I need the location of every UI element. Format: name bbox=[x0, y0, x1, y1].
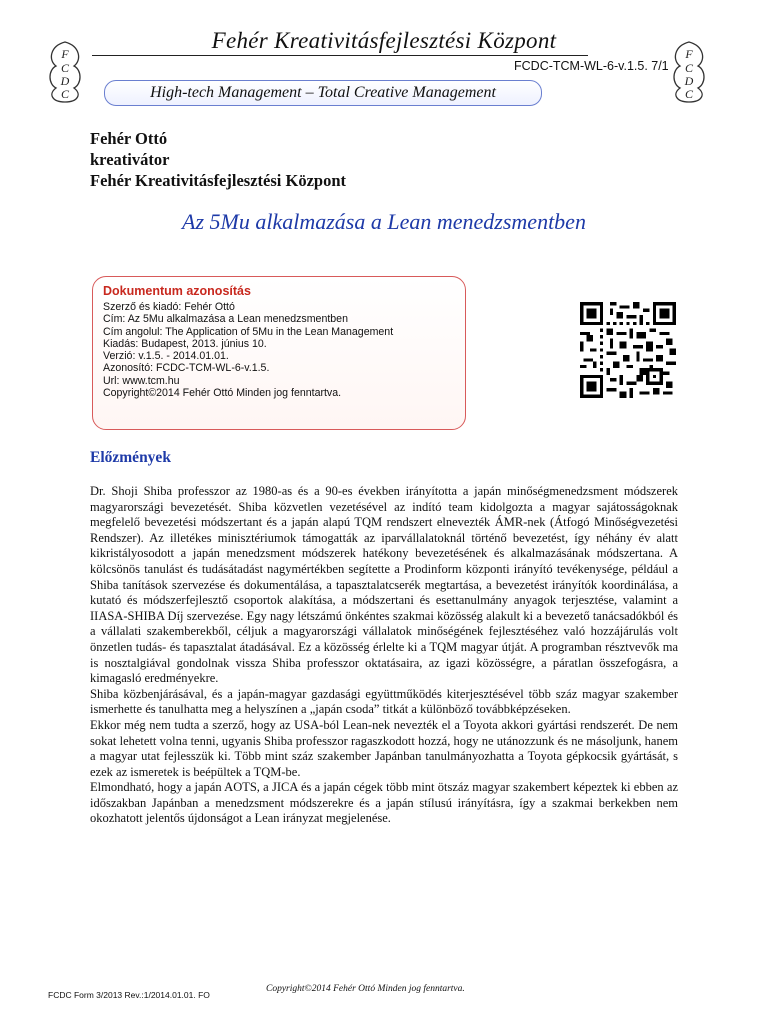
paragraph: Ekkor még nem tudta a szerző, hogy az USA-ból Lean-nek nevezték el a Toyota akkori gyártási rendszerét. De nem sokat lehetett volna tenni, ugyanis Shiba professzor ragaszkodott hozzá, hogy ne utánozzunk és ne másoljunk, hanem a magyar utat fejlesszük ki. Több mint száz szakember Japánban tanulmányozhatta a Toyota gépkocsik gyártását, s ezek az ismeretek is beépültek a TQM-be. bbox=[90, 717, 678, 779]
subtitle-banner bbox=[104, 80, 542, 106]
seal-logo-right bbox=[668, 40, 710, 102]
id-line: Verzió: v.1.5. - 2014.01.01. bbox=[103, 350, 229, 363]
header-rule bbox=[92, 55, 588, 56]
paragraph: Elmondható, hogy a japán AOTS, a JICA és a japán cégek több mint ötszáz magyar szakembert képeztek ki ebben az időszakban Japánban a menedzsment módszerekre és a japán stílusú irányításra, így a szakmai berkekben nem okozhatott jelentős újdonságot a Lean irányzat megjelenése. bbox=[90, 780, 678, 826]
footer-copyright: Copyright©2014 Fehér Ottó Minden jog fenntartva. bbox=[266, 984, 465, 994]
document-title: Az 5Mu alkalmazása a Lean menedzsmentben bbox=[182, 209, 586, 234]
svg-text:C: C bbox=[684, 61, 694, 75]
svg-text:D: D bbox=[60, 74, 70, 88]
svg-text:C: C bbox=[60, 87, 70, 101]
seal-logo-left bbox=[44, 40, 86, 102]
subtitle-banner-text: High-tech Management – Total Creative Management bbox=[150, 84, 496, 101]
svg-text:D: D bbox=[684, 74, 694, 88]
id-box-lines bbox=[103, 301, 393, 399]
section-heading: Előzmények bbox=[90, 449, 171, 466]
paragraph: Shiba közbenjárásával, és a japán-magyar gazdasági együttműködés kiterjesztésével több száz magyar szakember ismerhette és tanulhatta meg a helyszínen a „japán csoda” titkát a különböző továbbképzéseken. bbox=[90, 686, 678, 717]
id-line: Szerző és kiadó: Fehér Ottó bbox=[103, 301, 235, 313]
header-title: Fehér Kreativitásfejlesztési Központ bbox=[211, 28, 557, 53]
id-line: Cím: Az 5Mu alkalmazása a Lean menedzsmentben bbox=[103, 313, 348, 326]
id-line: Cím angolul: The Application of 5Mu in the Lean Management bbox=[103, 325, 394, 338]
qr-code bbox=[580, 302, 676, 398]
svg-text:C: C bbox=[684, 87, 694, 101]
id-line-url[interactable]: Url: www.tcm.hu bbox=[103, 374, 180, 387]
author-org: Fehér Kreativitásfejlesztési Központ bbox=[90, 171, 346, 190]
id-line: Azonosító: FCDC-TCM-WL-6-v.1.5. bbox=[103, 362, 270, 375]
author-block bbox=[90, 128, 346, 191]
svg-text:F: F bbox=[61, 47, 69, 61]
body-text bbox=[90, 484, 678, 827]
paragraph: Dr. Shoji Shiba professzor az 1980-as és a 90-es években irányította a japán minőségmenedzsment módszerek magyarországi bevezetését. Shiba közvetlen vezetésével az indító team kidolgozta a magyar sajátosságoknak megfelelő bevezetési módszertant és a japán alapú TQM rendszert elnevezték ÁMR-nek (Átfogó Minőségvezetési Rendszer). Az illetékes minisztériumok támogatták az iparvállalatoknál történő bevezetést, így néhány év alatt kikristályosodott a japán menedzsment módszerek hatékony bevezetésének és alkalmazásának módszertana. A kölcsönös tanulást és tudásátadást nagymértékben segítette a Prodinform központi irányító tevékenysége, például a Shiba tanítások szervezése és dokumentálása, a tapasztalatcserék megtartása, a bevezetést irányítók koordinálása, a kutató és módszerfejlesztő csoportok alakítása, a módszertani és esettanulmány anyagok terjesztése, valamint a IIASA-SHIBA Díj szervezése. Egy nagy létszámú önkéntes szakmai közösség alakult ki a bevezető tanácsadókból és a vállalati szakemberekből, céljuk a magyarországi vállalatok minőségének fejlesztéséhez való hozzájárulás volt önzetlen tudás- és tapasztalat átadásával. Ez a közösség érlelte ki a TQM magyar útját. A programban résztvevők ma is nosztalgiával gondolnak vissza Shiba professzor oktatásaira, az igazi közösségre, a páratlan összefogásra, a kimagasló eredményekre. bbox=[90, 484, 678, 686]
document-code: FCDC-TCM-WL-6-v.1.5. 7/1 bbox=[514, 59, 669, 73]
svg-text:F: F bbox=[685, 47, 693, 61]
id-line: Copyright©2014 Fehér Ottó Minden jog fenntartva. bbox=[103, 387, 342, 400]
svg-text:C: C bbox=[60, 61, 70, 75]
id-line: Kiadás: Budapest, 2013. június 10. bbox=[103, 337, 267, 350]
footer-form-id: FCDC Form 3/2013 Rev.:1/2014.01.01. FO bbox=[48, 990, 210, 1000]
author-name: Fehér Ottó bbox=[90, 129, 168, 148]
id-box-heading: Dokumentum azonosítás bbox=[103, 284, 251, 298]
author-role: kreativátor bbox=[90, 150, 170, 169]
